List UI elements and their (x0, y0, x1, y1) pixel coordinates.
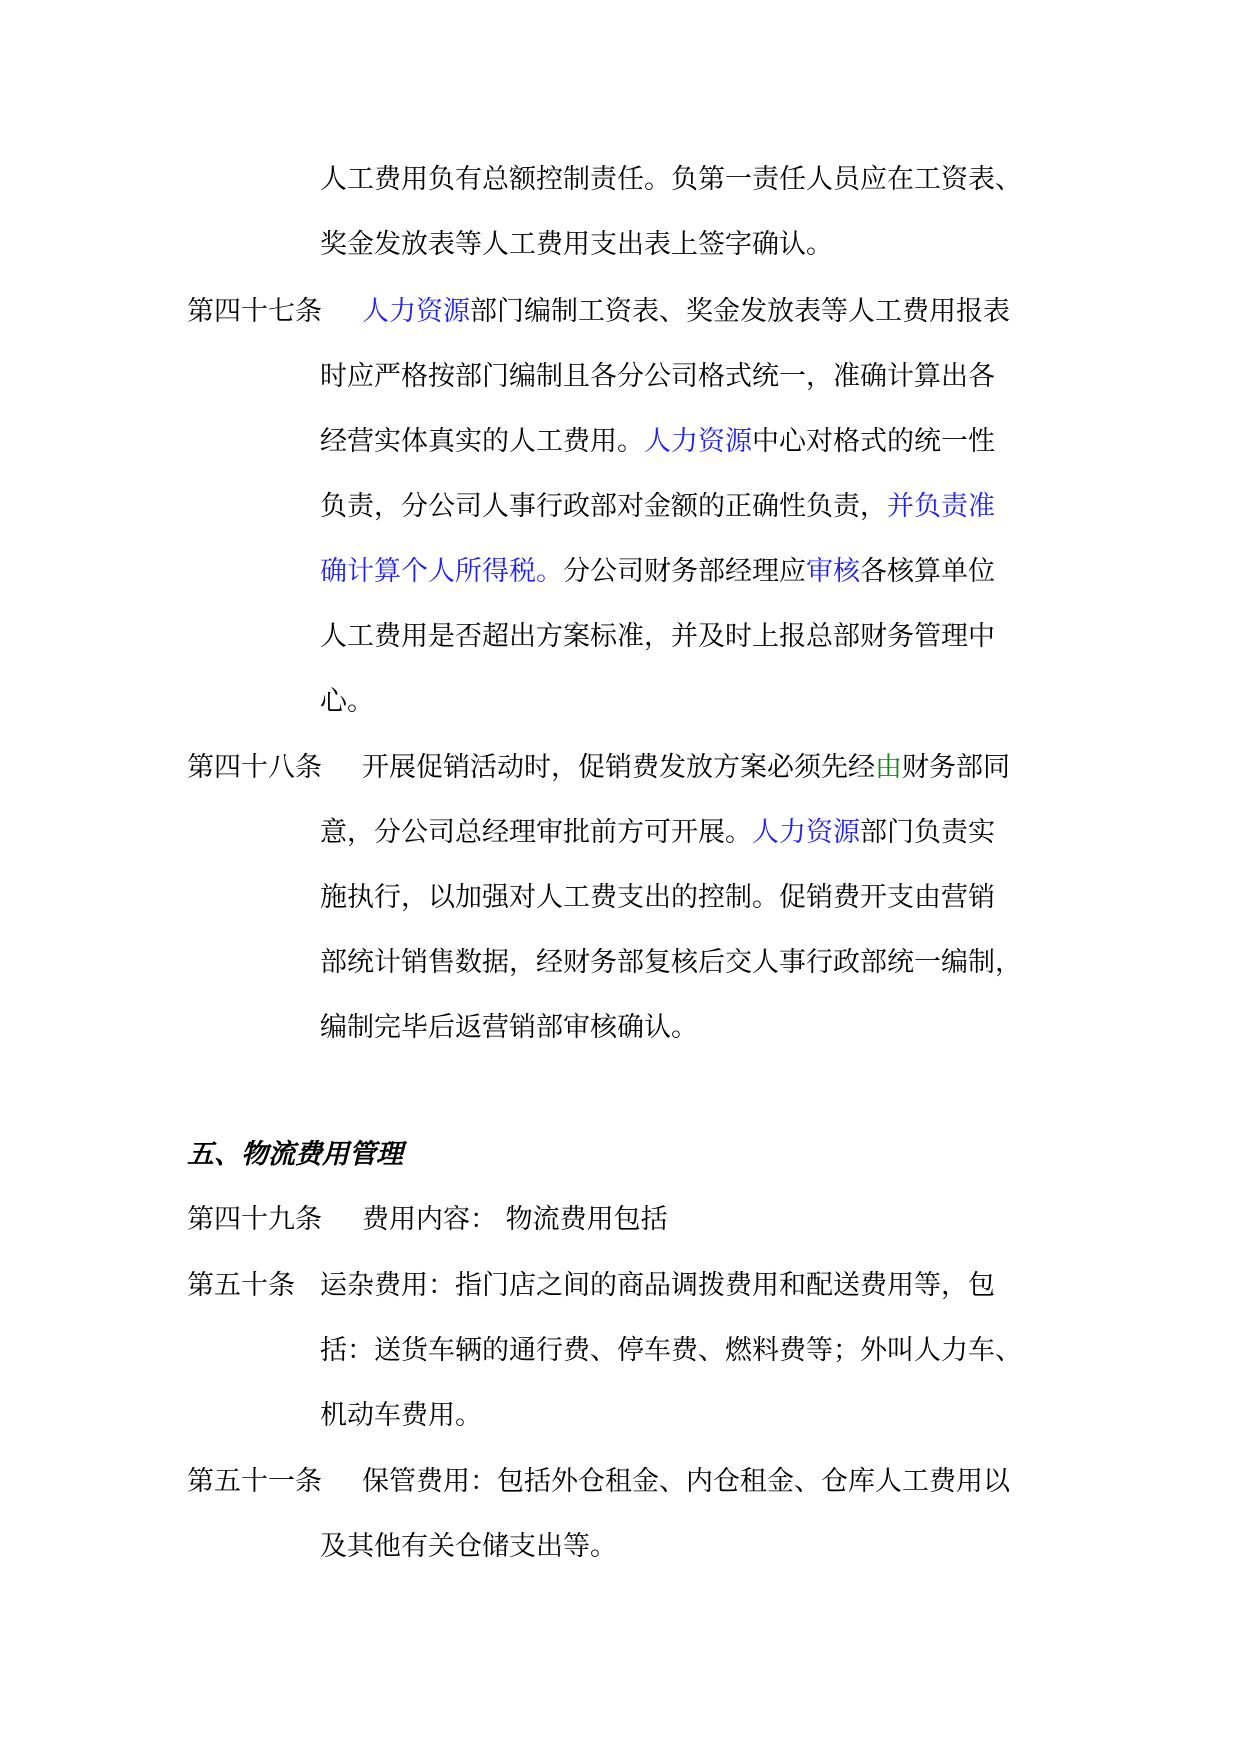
article-label: 第四十七条 (187, 296, 322, 327)
paragraph-line: 人工费用是否超出方案标准，并及时上报总部财务管理中 (320, 621, 995, 652)
text-span: 部门编制工资表、奖金发放表等人工费用报表 (470, 296, 1010, 327)
paragraph-line: 施执行，以加强对人工费支出的控制。促销费开支由营销 (320, 882, 995, 913)
paragraph-line (320, 487, 995, 527)
highlight-text: 人力资源 (752, 817, 860, 848)
article-label: 第五十条 (187, 1270, 295, 1301)
article-label: 第四十八条 (187, 752, 322, 783)
highlight-text: 人力资源 (362, 296, 470, 327)
paragraph-line: 心。 (320, 686, 374, 717)
text-span: 负责，分公司人事行政部对金额的正确性负责， (320, 491, 887, 522)
text-span: 各核算单位 (860, 556, 995, 587)
text-span: 中心对格式的统一性 (752, 426, 995, 457)
paragraph-line: 机动车费用。 (320, 1400, 482, 1431)
paragraph-line: 保管费用：包括外仓租金、内仓租金、仓库人工费用以 (362, 1466, 1010, 1497)
highlight-text: 确计算个人所得税。 (320, 556, 563, 587)
paragraph-line: 括：送货车辆的通行费、停车费、燃料费等；外叫人力车、 (320, 1335, 1022, 1366)
article-label: 第五十一条 (187, 1466, 322, 1497)
section-heading: 五、物流费用管理 (187, 1139, 403, 1170)
article-label: 第四十九条 (187, 1204, 322, 1235)
text-span: 经营实体真实的人工费用。 (320, 426, 644, 457)
paragraph-line: 运杂费用：指门店之间的商品调拨费用和配送费用等，包 (320, 1270, 995, 1301)
text-span: 意，分公司总经理审批前方可开展。 (320, 817, 752, 848)
paragraph-line (320, 552, 995, 592)
highlight-text: 并负责准 (887, 491, 995, 522)
text-span: 开展促销活动时，促销费发放方案必须先经 (362, 752, 875, 783)
highlight-text: 人力资源 (644, 426, 752, 457)
text-span: 财务部同 (902, 752, 1010, 783)
paragraph-line (320, 813, 995, 853)
paragraph-line: 编制完毕后返营销部审核确认。 (320, 1012, 698, 1043)
paragraph-line: 费用内容： 物流费用包括 (362, 1204, 668, 1235)
highlight-text: 审核 (806, 556, 860, 587)
paragraph-line: 时应严格按部门编制且各分公司格式统一，准确计算出各 (320, 361, 995, 392)
text-span: 分公司财务部经理应 (563, 556, 806, 587)
paragraph-line: 部统计销售数据，经财务部复核后交人事行政部统一编制， (320, 947, 1022, 978)
text-span: 部门负责实 (860, 817, 995, 848)
paragraph-line: 人工费用负有总额控制责任。负第一责任人员应在工资表、 (320, 164, 1022, 195)
paragraph-line (362, 292, 1010, 332)
highlight-text-green: 由 (875, 752, 902, 783)
paragraph-line: 及其他有关仓储支出等。 (320, 1531, 617, 1562)
paragraph-line (320, 422, 995, 462)
paragraph-line (362, 748, 1010, 788)
paragraph-line: 奖金发放表等人工费用支出表上签字确认。 (320, 229, 833, 260)
